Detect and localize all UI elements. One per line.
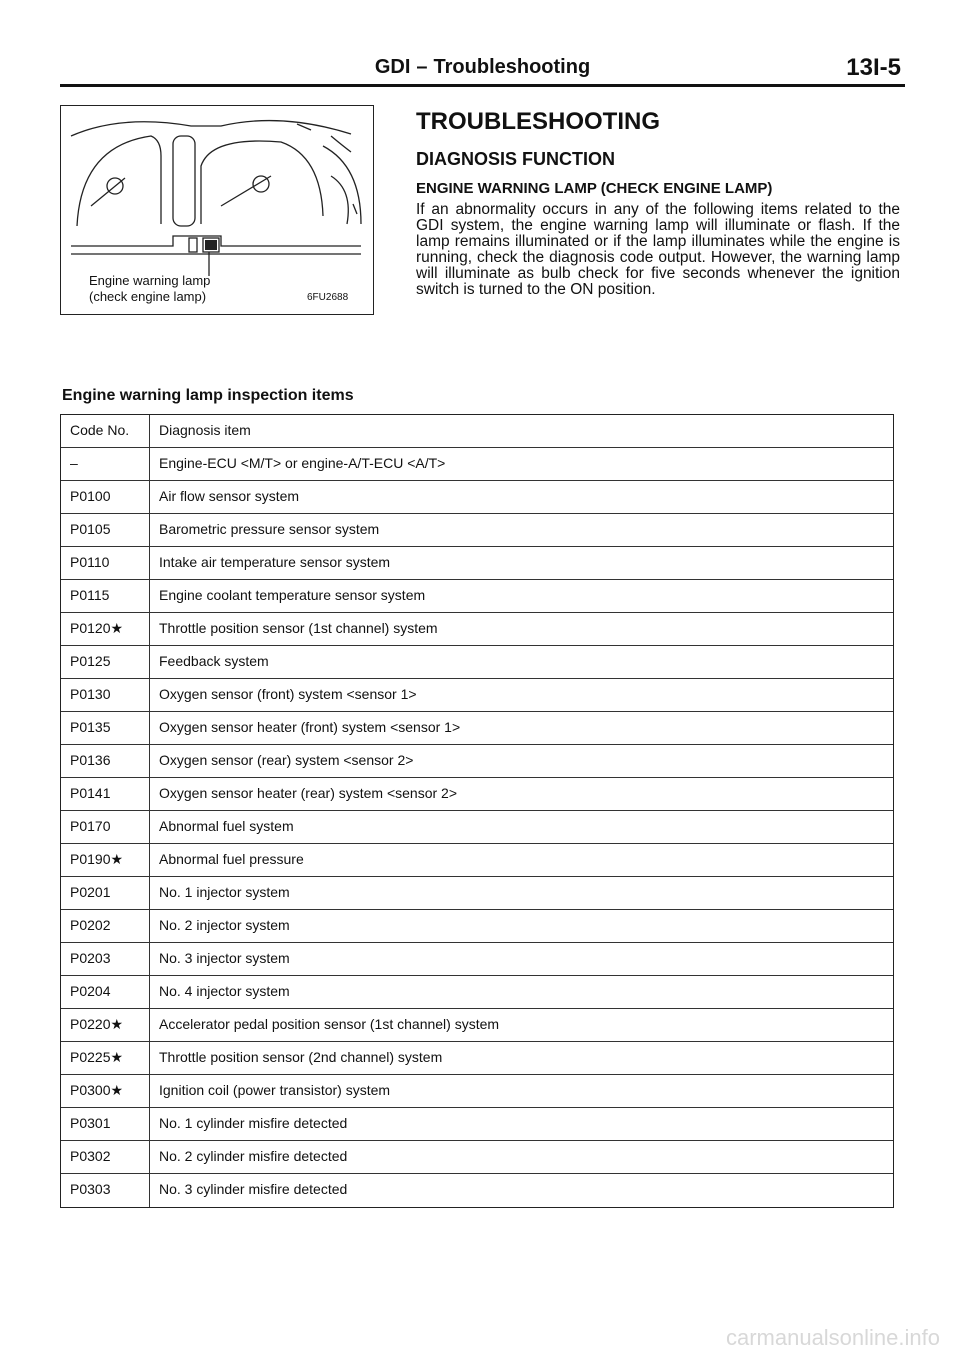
code-cell: P0190★ bbox=[61, 844, 150, 876]
table-row bbox=[61, 580, 893, 613]
instrument-cluster-figure bbox=[60, 105, 374, 315]
item-cell: Abnormal fuel pressure bbox=[159, 851, 304, 867]
code-cell: P0141 bbox=[61, 778, 150, 810]
item-cell: No. 3 injector system bbox=[159, 950, 290, 966]
item-cell: Intake air temperature sensor system bbox=[159, 554, 391, 570]
page-number: 13I-5 bbox=[846, 54, 901, 81]
page-header bbox=[60, 52, 905, 86]
item-cell: Throttle position sensor (2nd channel) system bbox=[159, 1049, 443, 1065]
item-cell: No. 2 cylinder misfire detected bbox=[159, 1148, 348, 1164]
table-row bbox=[61, 1009, 893, 1042]
header-separator: – bbox=[416, 56, 428, 78]
code-cell: P0204 bbox=[61, 976, 150, 1008]
inspection-table bbox=[60, 414, 894, 1208]
header-section: GDI bbox=[374, 56, 411, 78]
item-cell: Abnormal fuel system bbox=[159, 818, 294, 834]
table-row bbox=[61, 778, 893, 811]
code-cell: P0201 bbox=[61, 877, 150, 909]
code-cell: P0301 bbox=[61, 1108, 150, 1140]
table-row bbox=[61, 646, 893, 679]
code-cell: – bbox=[61, 448, 150, 480]
inspection-heading: Engine warning lamp inspection items bbox=[62, 387, 354, 404]
table-row bbox=[61, 1174, 893, 1207]
table-row bbox=[61, 811, 893, 844]
code-cell: P0135 bbox=[61, 712, 150, 744]
item-cell: No. 4 injector system bbox=[159, 983, 290, 999]
item-cell: Barometric pressure sensor system bbox=[159, 521, 380, 537]
item-cell: Feedback system bbox=[159, 653, 269, 669]
figure-caption-line1: Engine warning lamp bbox=[89, 273, 211, 288]
item-cell: Engine-ECU <M/T> or engine-A/T-ECU <A/T> bbox=[159, 455, 446, 471]
table-row bbox=[61, 613, 893, 646]
item-cell: Accelerator pedal position sensor (1st channel) system bbox=[159, 1016, 500, 1032]
table-row bbox=[61, 877, 893, 910]
table-row bbox=[61, 679, 893, 712]
main-subheading: ENGINE WARNING LAMP (CHECK ENGINE LAMP) bbox=[416, 180, 773, 197]
main-subtitle: DIAGNOSIS FUNCTION bbox=[416, 149, 616, 169]
code-cell: P0203 bbox=[61, 943, 150, 975]
code-cell: P0225★ bbox=[61, 1042, 150, 1074]
table-header-row bbox=[61, 415, 893, 448]
table-row bbox=[61, 910, 893, 943]
table-row bbox=[61, 547, 893, 580]
main-title: TROUBLESHOOTING bbox=[416, 108, 660, 135]
figure-caption-line2: (check engine lamp) bbox=[89, 289, 207, 304]
item-cell: Oxygen sensor heater (rear) system <sensor 2> bbox=[159, 785, 458, 801]
table-row bbox=[61, 1075, 893, 1108]
table-row bbox=[61, 514, 893, 547]
item-cell: Oxygen sensor heater (front) system <sensor 1> bbox=[159, 719, 461, 735]
table-row bbox=[61, 1108, 893, 1141]
code-cell: P0302 bbox=[61, 1141, 150, 1173]
main-paragraph: If an abnormality occurs in any of the following items related to the GDI system, the engine warning lamp will illuminate or flash. If the lamp remains illuminated or if the lamp illuminates while the engine is running, check the diagnosis code output. However, the warning lamp will illuminate as bulb check for five seconds whenever the ignition switch is turned to the ON position. bbox=[416, 201, 900, 298]
table-row bbox=[61, 1042, 893, 1075]
code-cell: P0303 bbox=[61, 1174, 150, 1207]
watermark: carmanualsonline.info bbox=[725, 1325, 940, 1350]
figure-code: 6FU2688 bbox=[307, 292, 349, 303]
table-row bbox=[61, 481, 893, 514]
code-cell: P0110 bbox=[61, 547, 150, 579]
table-row bbox=[61, 976, 893, 1009]
code-cell: P0220★ bbox=[61, 1009, 150, 1041]
code-cell: P0115 bbox=[61, 580, 150, 612]
item-cell: Engine coolant temperature sensor system bbox=[159, 587, 426, 603]
item-cell: Throttle position sensor (1st channel) system bbox=[159, 620, 438, 636]
code-cell: P0120★ bbox=[61, 613, 150, 645]
code-cell: P0136 bbox=[61, 745, 150, 777]
column-header-code: Code No. bbox=[61, 415, 150, 447]
table-row bbox=[61, 1141, 893, 1174]
item-cell: Ignition coil (power transistor) system bbox=[159, 1082, 391, 1098]
code-cell: P0202 bbox=[61, 910, 150, 942]
code-cell: P0125 bbox=[61, 646, 150, 678]
code-cell: P0300★ bbox=[61, 1075, 150, 1107]
code-cell: P0130 bbox=[61, 679, 150, 711]
item-cell: No. 2 injector system bbox=[159, 917, 290, 933]
item-cell: No. 3 cylinder misfire detected bbox=[159, 1181, 348, 1197]
item-cell: Oxygen sensor (front) system <sensor 1> bbox=[159, 686, 417, 702]
item-cell: No. 1 cylinder misfire detected bbox=[159, 1115, 348, 1131]
table-row bbox=[61, 844, 893, 877]
code-cell: P0105 bbox=[61, 514, 150, 546]
table-row bbox=[61, 712, 893, 745]
column-header-item: Diagnosis item bbox=[159, 422, 251, 438]
code-cell: P0170 bbox=[61, 811, 150, 843]
item-cell: No. 1 injector system bbox=[159, 884, 290, 900]
item-cell: Oxygen sensor (rear) system <sensor 2> bbox=[159, 752, 414, 768]
item-cell: Air flow sensor system bbox=[159, 488, 300, 504]
code-cell: P0100 bbox=[61, 481, 150, 513]
header-rule bbox=[60, 84, 905, 87]
main-text bbox=[416, 108, 900, 298]
header-topic: Troubleshooting bbox=[433, 56, 591, 78]
table-row bbox=[61, 448, 893, 481]
header-title bbox=[60, 56, 905, 79]
table-row bbox=[61, 745, 893, 778]
table-row bbox=[61, 943, 893, 976]
